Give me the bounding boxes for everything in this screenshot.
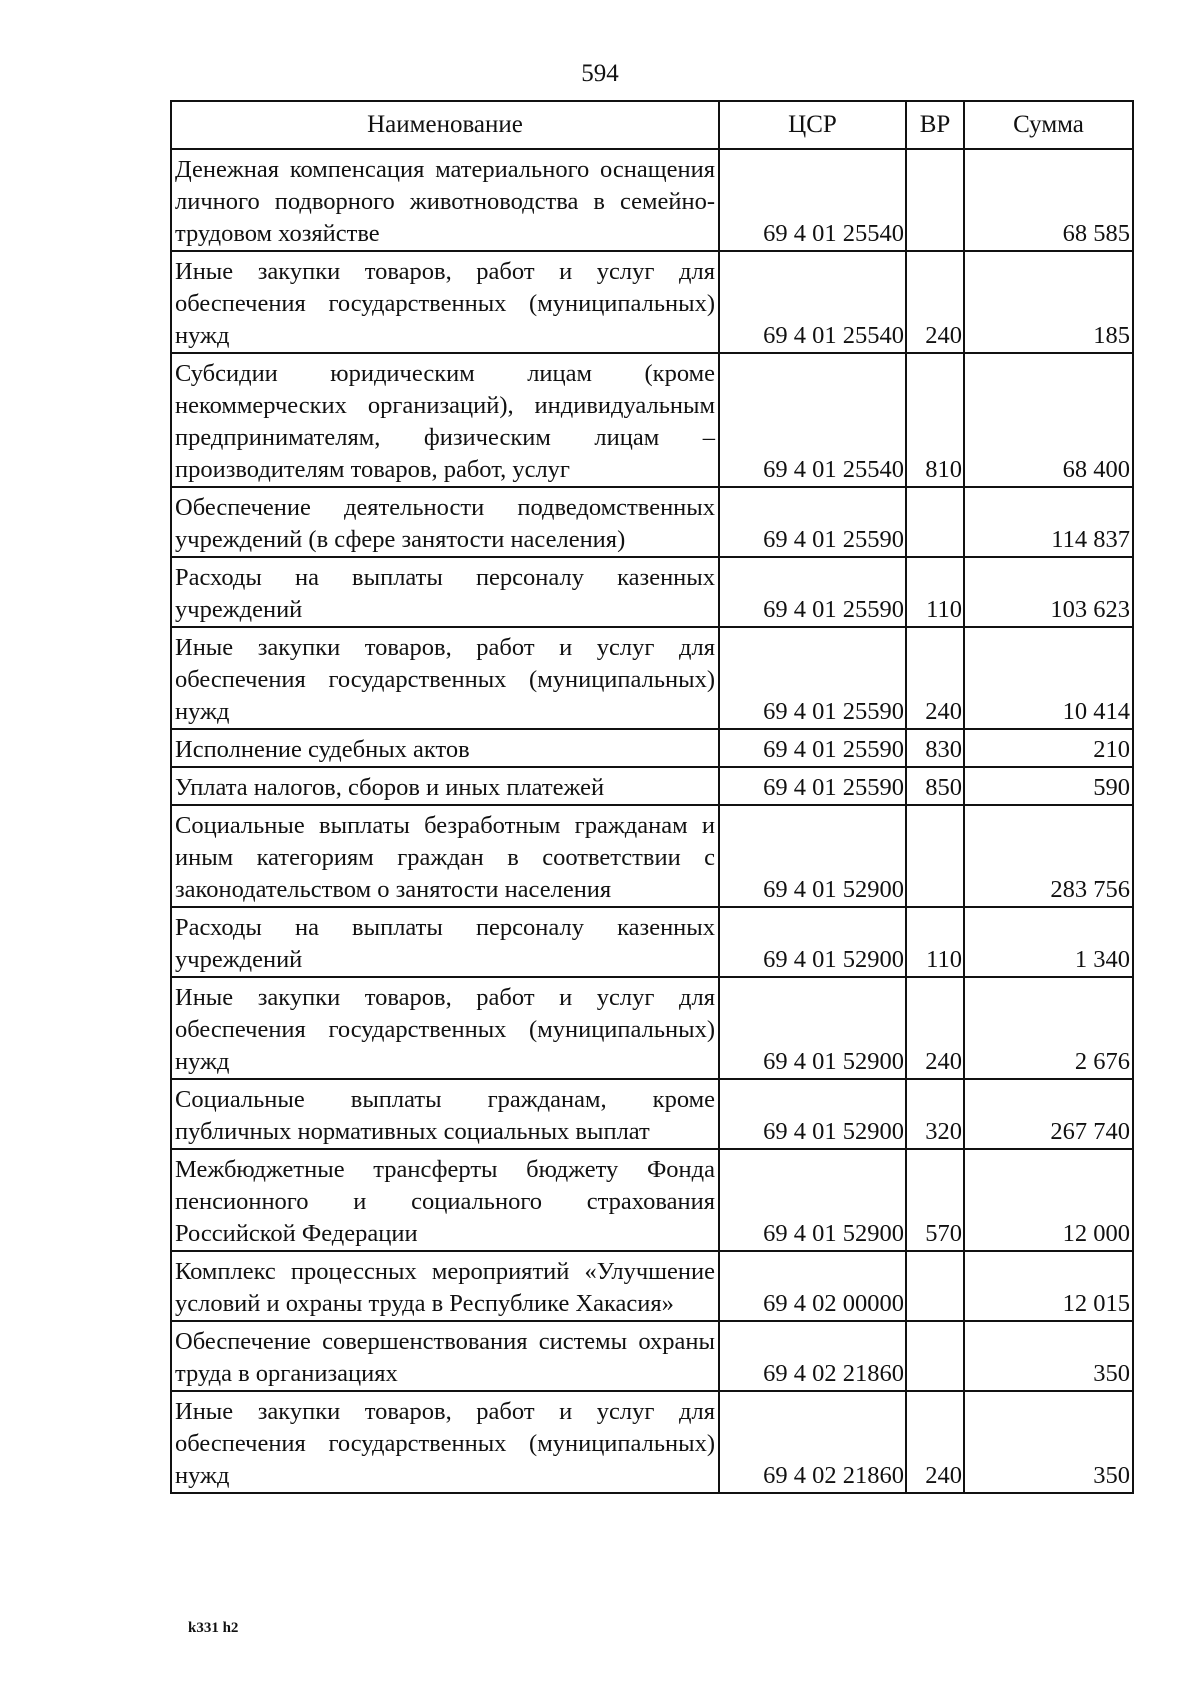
row-name: Расходы на выплаты персоналу казенных учреждений [171,907,719,977]
row-vr: 850 [906,767,964,805]
row-vr [906,805,964,907]
header-csr: ЦСР [719,101,906,149]
table-row [171,557,1133,627]
table-row [171,977,1133,1079]
table-row [171,149,1133,251]
row-sum: 68 585 [964,149,1133,251]
table-row [171,251,1133,353]
table-row [171,1251,1133,1321]
row-csr: 69 4 02 21860 [719,1321,906,1391]
table-header-row [171,101,1133,149]
row-sum: 185 [964,251,1133,353]
row-csr: 69 4 01 25540 [719,149,906,251]
row-vr [906,487,964,557]
row-vr [906,1251,964,1321]
row-sum: 350 [964,1391,1133,1493]
row-vr: 830 [906,729,964,767]
row-name: Уплата налогов, сборов и иных платежей [171,767,719,805]
row-sum: 2 676 [964,977,1133,1079]
row-vr: 240 [906,627,964,729]
header-name: Наименование [171,101,719,149]
row-csr: 69 4 02 00000 [719,1251,906,1321]
row-csr: 69 4 01 25590 [719,487,906,557]
row-csr: 69 4 01 52900 [719,1079,906,1149]
row-vr [906,149,964,251]
row-vr: 240 [906,1391,964,1493]
row-name: Иные закупки товаров, работ и услуг для обеспечения государственных (муниципальных) нужд [171,627,719,729]
row-csr: 69 4 01 52900 [719,907,906,977]
table-row [171,487,1133,557]
row-name: Расходы на выплаты персоналу казенных учреждений [171,557,719,627]
row-vr: 240 [906,251,964,353]
header-sum: Сумма [964,101,1133,149]
row-csr: 69 4 01 52900 [719,977,906,1079]
row-vr: 320 [906,1079,964,1149]
row-vr: 810 [906,353,964,487]
row-name: Иные закупки товаров, работ и услуг для обеспечения государственных (муниципальных) нужд [171,251,719,353]
row-vr: 110 [906,907,964,977]
row-csr: 69 4 01 25590 [719,767,906,805]
row-name: Денежная компенсация материального оснащения личного подворного животноводства в семейно-трудовом хозяйстве [171,149,719,251]
budget-table [170,100,1134,1494]
row-name: Обеспечение деятельности подведомственных учреждений (в сфере занятости населения) [171,487,719,557]
row-name: Комплекс процессных мероприятий «Улучшение условий и охраны труда в Республике Хакасия» [171,1251,719,1321]
table-row [171,907,1133,977]
row-csr: 69 4 01 52900 [719,1149,906,1251]
row-sum: 12 000 [964,1149,1133,1251]
footer-code: k331 h2 [188,1620,239,1636]
row-csr: 69 4 01 52900 [719,805,906,907]
row-sum: 10 414 [964,627,1133,729]
row-name: Обеспечение совершенствования системы охраны труда в организациях [171,1321,719,1391]
row-vr [906,1321,964,1391]
table-row [171,729,1133,767]
row-name: Иные закупки товаров, работ и услуг для обеспечения государственных (муниципальных) нужд [171,977,719,1079]
table-row [171,627,1133,729]
row-csr: 69 4 01 25590 [719,729,906,767]
row-sum: 350 [964,1321,1133,1391]
page-number: 594 [581,60,619,87]
row-vr: 570 [906,1149,964,1251]
row-csr: 69 4 02 21860 [719,1391,906,1493]
table-row [171,805,1133,907]
row-name: Социальные выплаты безработным гражданам и иным категориям граждан в соответствии с законодательством о занятости населения [171,805,719,907]
row-sum: 1 340 [964,907,1133,977]
row-name: Субсидии юридическим лицам (кроме некоммерческих организаций), индивидуальным предпринимателям, физическим лицам – производителям товаров, работ, услуг [171,353,719,487]
table-row [171,1149,1133,1251]
table-row [171,1391,1133,1493]
row-csr: 69 4 01 25590 [719,557,906,627]
row-sum: 590 [964,767,1133,805]
row-name: Социальные выплаты гражданам, кроме публичных нормативных социальных выплат [171,1079,719,1149]
table-row [171,353,1133,487]
table-row [171,1079,1133,1149]
row-csr: 69 4 01 25540 [719,251,906,353]
row-name: Иные закупки товаров, работ и услуг для обеспечения государственных (муниципальных) нужд [171,1391,719,1493]
row-sum: 283 756 [964,805,1133,907]
table-row [171,767,1133,805]
table-row [171,1321,1133,1391]
row-sum: 114 837 [964,487,1133,557]
row-sum: 103 623 [964,557,1133,627]
row-vr: 240 [906,977,964,1079]
row-sum: 267 740 [964,1079,1133,1149]
row-vr: 110 [906,557,964,627]
row-csr: 69 4 01 25590 [719,627,906,729]
row-csr: 69 4 01 25540 [719,353,906,487]
budget-table-container [170,100,1132,1494]
row-sum: 68 400 [964,353,1133,487]
row-sum: 12 015 [964,1251,1133,1321]
row-name: Межбюджетные трансферты бюджету Фонда пенсионного и социального страхования Российской Федерации [171,1149,719,1251]
row-name: Исполнение судебных актов [171,729,719,767]
row-sum: 210 [964,729,1133,767]
header-vr: ВР [906,101,964,149]
